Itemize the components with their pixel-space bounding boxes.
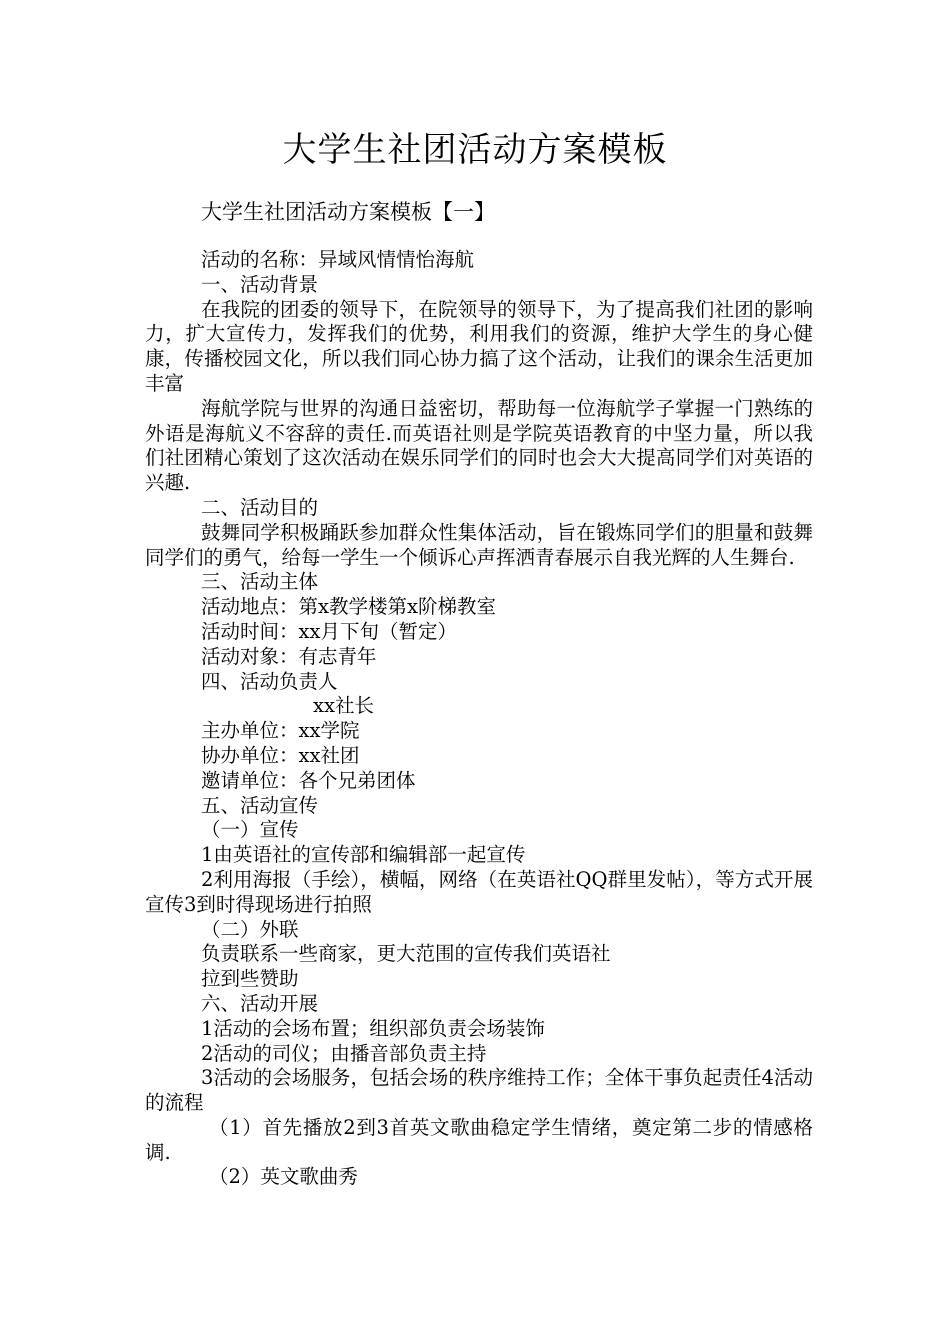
- paragraph: 拉到些赞助: [201, 967, 299, 991]
- paragraph: 负责联系一些商家，更大范围的宣传我们英语社: [201, 942, 611, 966]
- section-heading: 四、活动负责人: [201, 669, 338, 693]
- paragraph: 海航学院与世界的沟通日益密切，帮助每一位海航学子掌握一门熟练的外语是海航义不容辞的责任.而英语社则是学院英语教育的中坚力量，所以我们社团精心策划了这次活动在娱乐同学们的同时也会大大提高同学们对英语的兴趣.: [145, 396, 813, 495]
- paragraph: 2利用海报（手绘），横幅，网络（在英语社QQ群里发帖），等方式开展宣传3到时得现场进行拍照: [145, 867, 813, 916]
- paragraph: 活动地点：第x教学楼第x阶梯教室: [201, 595, 496, 619]
- document-title: 大学生社团活动方案模板: [282, 130, 668, 170]
- paragraph: 鼓舞同学积极踊跃参加群众性集体活动，旨在锻炼同学们的胆量和鼓舞同学们的勇气，给每一学生一个倾诉心声挥洒青春展示自我光辉的人生舞台.: [145, 520, 813, 569]
- paragraph: 邀请单位：各个兄弟团体: [201, 768, 416, 792]
- section-heading: 三、活动主体: [201, 570, 319, 594]
- section-heading: 六、活动开展: [201, 991, 319, 1015]
- paragraph: 1由英语社的宣传部和编辑部一起宣传: [201, 843, 526, 867]
- paragraph: 1活动的会场布置；组织部负责会场装饰: [201, 1016, 545, 1040]
- paragraph: 协办单位：xx社团: [201, 743, 360, 767]
- paragraph: 主办单位：xx学院: [201, 719, 360, 743]
- paragraph: 活动的名称：异域风情情怡海航: [201, 248, 475, 271]
- section-heading: 五、活动宣传: [201, 793, 319, 817]
- subsection-heading: （二）外联: [201, 917, 299, 941]
- paragraph: 活动对象：有志青年: [201, 644, 377, 668]
- responsible-person: xx社长: [313, 694, 374, 718]
- subsection-heading: （一）宣传: [201, 818, 299, 842]
- section-heading: 一、活动背景: [201, 272, 319, 296]
- document-subtitle: 大学生社团活动方案模板【一】: [201, 200, 495, 224]
- paragraph: （2）英文歌曲秀: [209, 1165, 358, 1189]
- paragraph: 活动时间：xx月下旬（暂定）: [201, 619, 457, 643]
- paragraph: （1）首先播放2到3首英文歌曲稳定学生情绪，奠定第二步的情感格调.: [145, 1115, 813, 1164]
- paragraph: 3活动的会场服务，包括会场的秩序维持工作；全体干事负起责任4活动的流程: [145, 1066, 813, 1115]
- paragraph: 在我院的团委的领导下，在院领导的领导下，为了提高我们社团的影响力，扩大宣传力，发挥我们的优势，利用我们的资源，维护大学生的身心健康，传播校园文化，所以我们同心协力搞了这个活动，让我们的课余生活更加丰富: [145, 297, 813, 395]
- paragraph: 2活动的司仪；由播音部负责主持: [201, 1041, 487, 1065]
- document-body: [145, 248, 813, 1190]
- section-heading: 二、活动目的: [201, 495, 319, 519]
